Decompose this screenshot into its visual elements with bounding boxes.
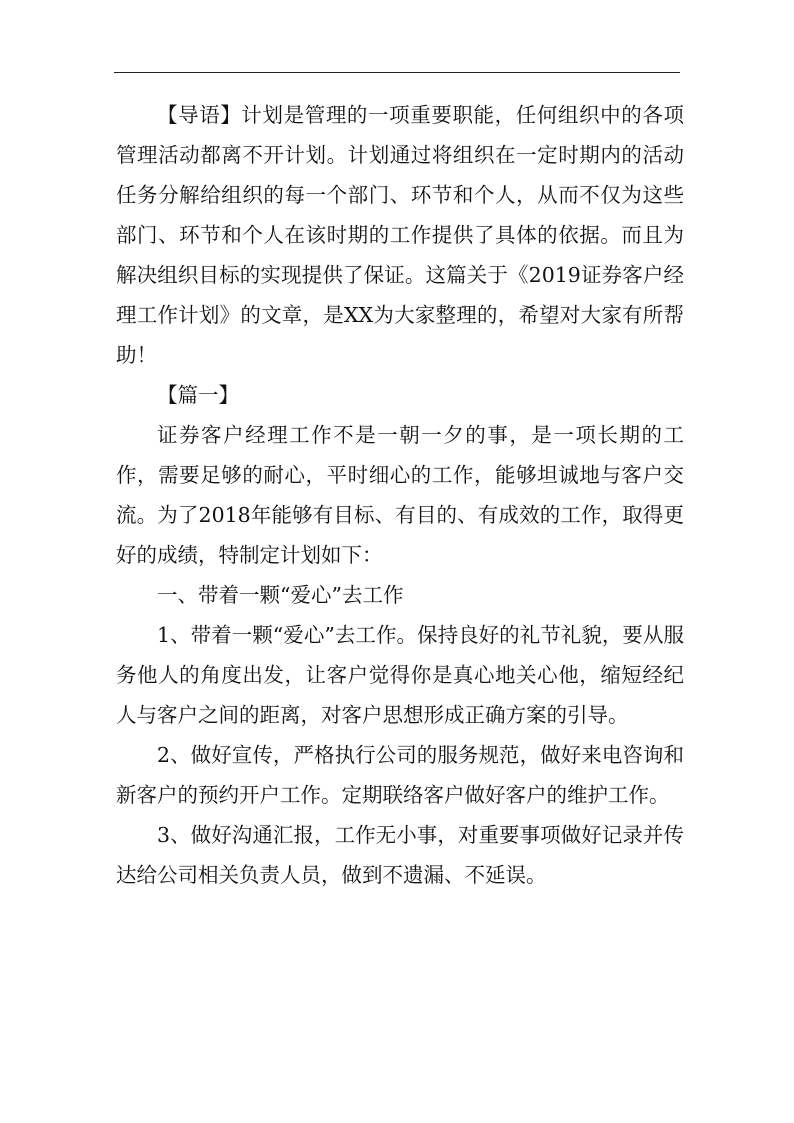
body-paragraph-1: 证券客户经理工作不是一朝一夕的事，是一项长期的工作，需要足够的耐心，平时细心的工作，能够坦诚地与客户交流。为了2018年能够有目标、有目的、有成效的工作，取得更好的成绩，特制定计划如下：: [116, 423, 684, 567]
header-rule: [114, 72, 680, 73]
subheading-1: 一、带着一颗“爱心”去工作: [157, 583, 404, 607]
item-3: 3、做好沟通汇报，工作无小事，对重要事项做好记录并传达给公司相关负责人员，做到不遗漏、不延误。: [116, 823, 684, 887]
section-heading: 【篇一】: [157, 383, 239, 407]
item-1: 1、带着一颗“爱心”去工作。保持良好的礼节礼貌，要从服务他人的角度出发，让客户觉得你是真心地关心他，缩短经纪人与客户之间的距离，对客户思想形成正确方案的引导。: [116, 623, 684, 727]
document-body: [116, 95, 684, 895]
intro-paragraph: 【导语】计划是管理的一项重要职能，任何组织中的各项管理活动都离不开计划。计划通过将组织在一定时期内的活动任务分解给组织的每一个部门、环节和个人，从而不仅为这些部门、环节和个人在该时期的工作提供了具体的依据。而且为解决组织目标的实现提供了保证。这篇关于《2019证券客户经理工作计划》的文章，是XX为大家整理的，希望对大家有所帮助！: [116, 103, 684, 367]
item-2: 2、做好宣传，严格执行公司的服务规范，做好来电咨询和新客户的预约开户工作。定期联络客户做好客户的维护工作。: [116, 743, 684, 807]
